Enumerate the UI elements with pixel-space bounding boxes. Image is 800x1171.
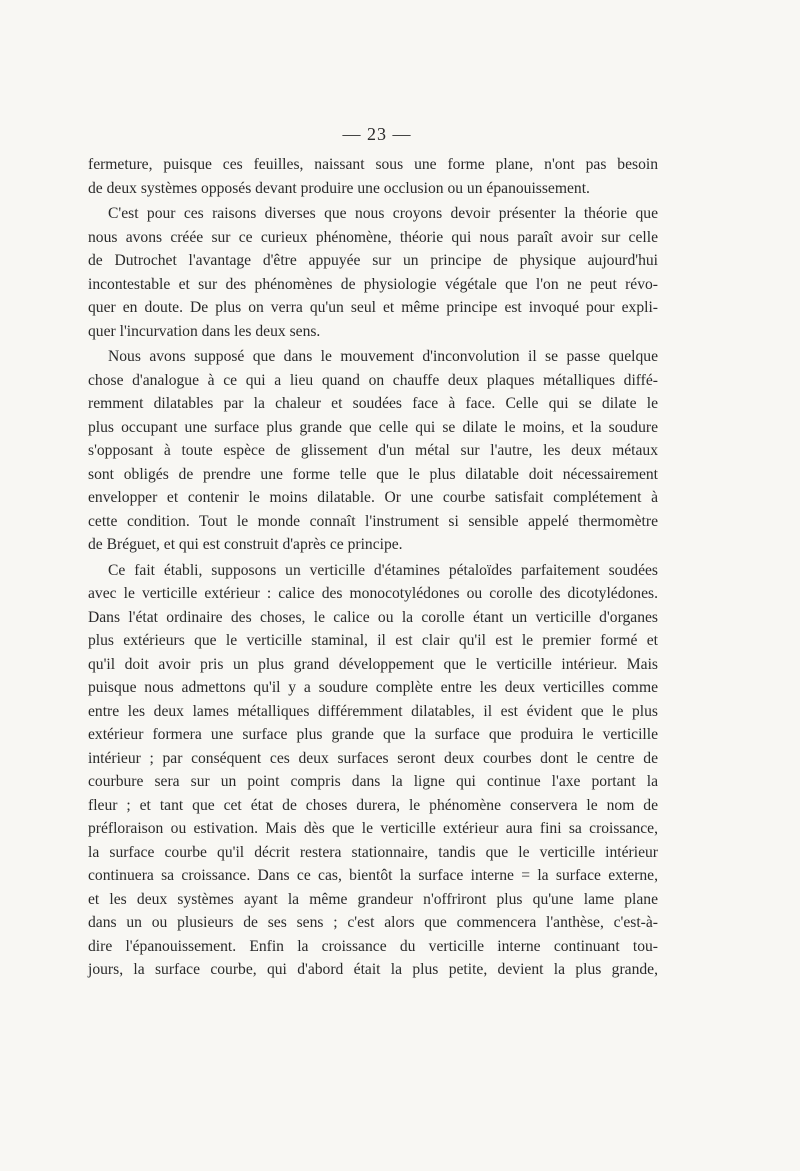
text-line: s'opposant à toute espèce de glissement d'un métal sur l'autre, les deux métaux [88,442,658,459]
text-line: sont obligés de prendre une forme telle que le plus dilatable doit nécessairement [88,465,658,483]
text-line: préfloraison ou estivation. Mais dès que le verticille extérieur aura fini sa croissance, [88,820,658,837]
text-line: entre les deux lames métalliques différemment dilatables, il est évident que le plus [88,702,658,720]
text-line: fleur ; et tant que cet état de choses durera, le phénomène conservera le nom de [88,796,658,814]
text-line: cette condition. Tout le monde connaît l'instrument si sensible appelé thermomètre [88,512,658,530]
text-line: quer l'incurvation dans les deux sens. [88,322,321,340]
body-text [88,153,658,982]
text-line: de deux systèmes opposés devant produire une occlusion ou un épanouissement. [88,179,590,197]
text-line: avec le verticille extérieur : calice des monocotylédones ou corolle des dicotylédones. [88,585,658,602]
text-line: incontestable et sur des phénomènes de physiologie végétale que l'on ne peut révo- [88,275,658,293]
text-line: intérieur ; par conséquent ces deux surfaces seront deux courbes dont le centre de [88,749,658,767]
text-line: quer en doute. De plus on verra qu'un seul et même principe est invoqué pour expli- [88,299,658,316]
text-line: de Bréguet, et qui est construit d'après ce principe. [88,536,403,553]
text-line: chose d'analogue à ce qui a lieu quand on chauffe deux plaques métalliques diffé- [88,371,658,389]
text-line: et les deux systèmes ayant la même grandeur n'offriront plus qu'une lame plane [88,890,658,908]
text-line: plus extérieurs que le verticille staminal, il est clair qu'il est le premier formé et [88,632,658,649]
text-line: C'est pour ces raisons diverses que nous croyons devoir présenter la théorie que [108,205,658,222]
text-line: jours, la surface courbe, qui d'abord était la plus petite, devient la plus grande, [88,961,658,978]
page-number: — 23 — [342,124,412,144]
text-line: la surface courbe qu'il décrit restera stationnaire, tandis que le verticille intérieur [88,843,658,861]
text-line: Dans l'état ordinaire des choses, le calice ou la corolle étant un verticille d'organes [88,608,658,626]
text-line: qu'il doit avoir pris un plus grand développement que le verticille intérieur. Mais [88,655,658,673]
text-line: dans un ou plusieurs de ses sens ; c'est alors que commencera l'anthèse, c'est-à- [88,914,658,931]
text-line: nous avons créée sur ce curieux phénomène, théorie qui nous paraît avoir sur celle [88,228,658,246]
text-line: puisque nous admettons qu'il y a soudure complète entre les deux verticilles comme [88,679,658,696]
text-line: courbure sera sur un point compris dans la ligne qui continue l'axe portant la [88,773,658,790]
text-line: Ce fait établi, supposons un verticille d'étamines pétaloïdes parfaitement soudées [108,561,658,579]
text-line: plus occupant une surface plus grande que celle qui se dilate le moins, et la soudure [88,418,658,436]
text-line: Nous avons supposé que dans le mouvement d'inconvolution il se passe quelque [108,348,658,365]
text-line: dire l'épanouissement. Enfin la croissance du verticille interne continuant tou- [88,937,658,955]
text-line: remment dilatables par la chaleur et soudées face à face. Celle qui se dilate le [88,395,658,412]
text-line: de Dutrochet l'avantage d'être appuyée sur un principe de physique aujourd'hui [88,252,658,269]
text-line: extérieur formera une surface plus grande que la surface que produira le verticille [88,726,658,743]
text-line: continuera sa croissance. Dans ce cas, bientôt la surface interne = la surface externe, [88,867,658,884]
text-line: fermeture, puisque ces feuilles, naissant sous une forme plane, n'ont pas besoin [88,156,658,173]
text-line: envelopper et contenir le moins dilatable. Or une courbe satisfait complétement à [88,489,658,506]
